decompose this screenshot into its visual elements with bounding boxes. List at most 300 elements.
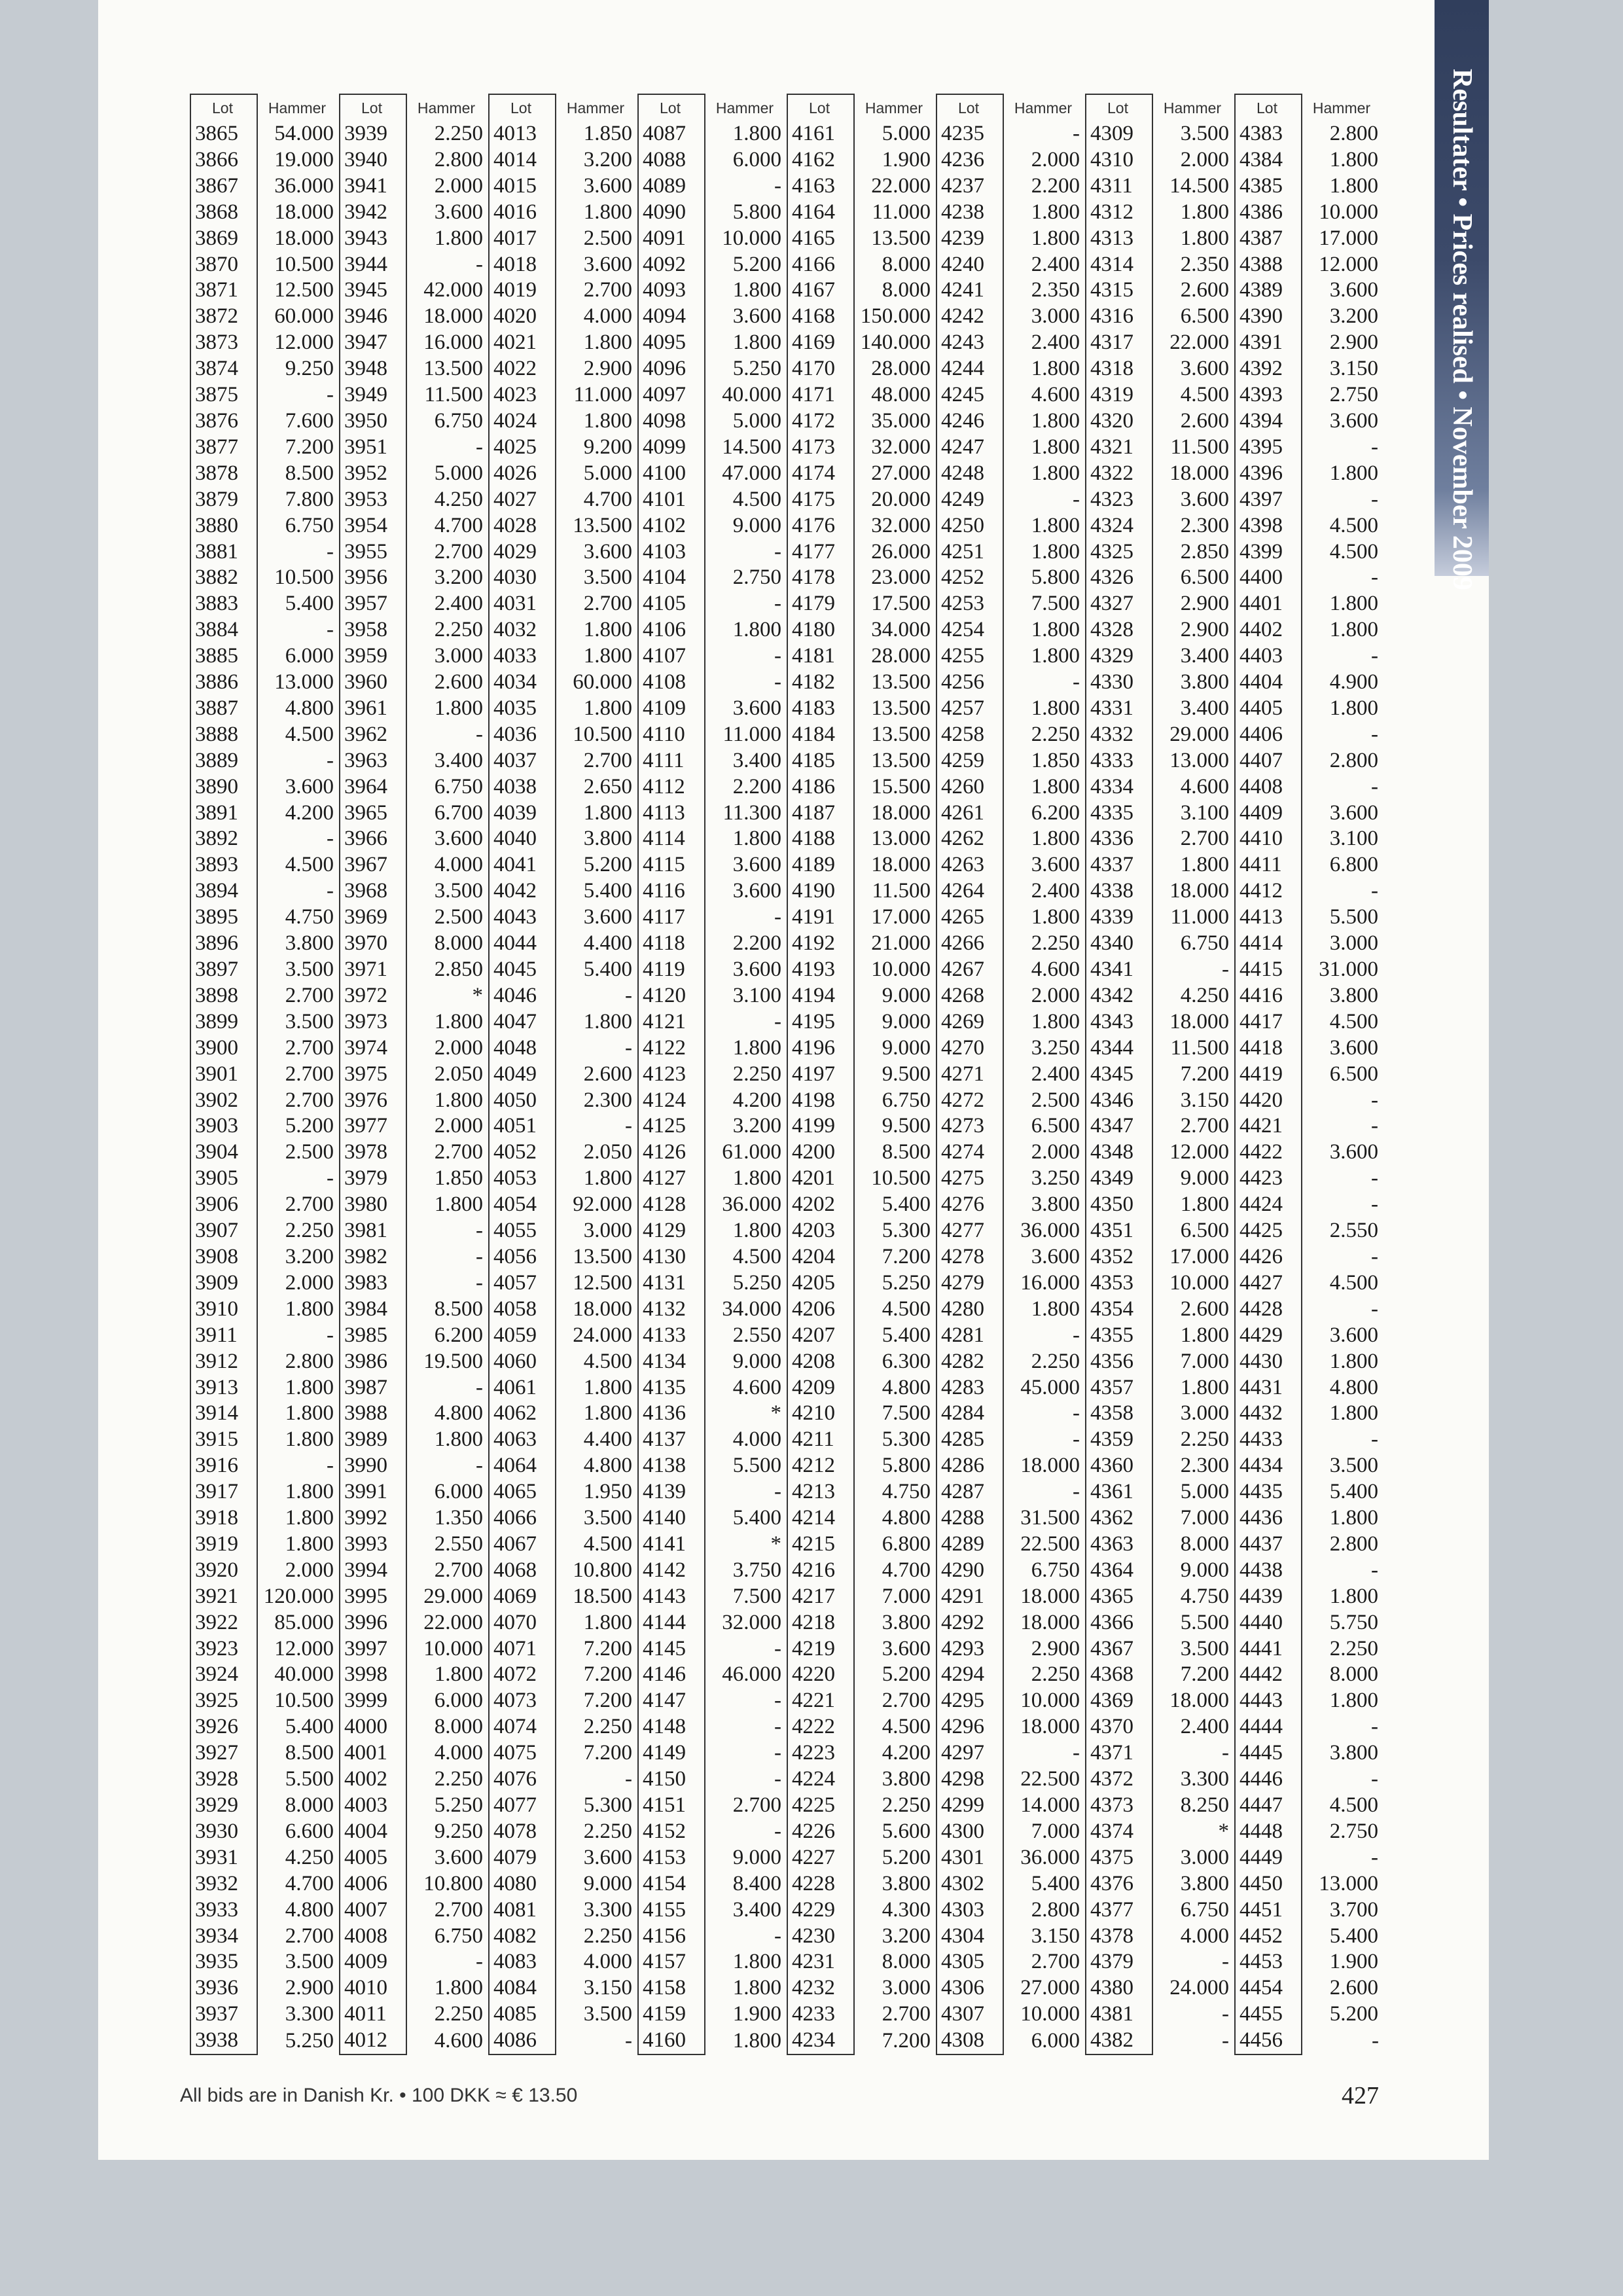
lot-number: 4127 [638, 1166, 705, 1192]
hammer-price: 8.000 [882, 1950, 931, 1974]
hammer-price: 7.600 [285, 408, 334, 433]
hammer-price: 5.000 [434, 461, 483, 485]
lot-number: 3956 [340, 565, 406, 591]
hammer-price: 1.800 [1180, 1323, 1229, 1347]
lot-number: 4252 [936, 565, 1003, 591]
table-row [190, 1166, 1384, 1192]
hammer-price: 10.000 [871, 958, 931, 981]
hammer-price: 1.800 [583, 800, 632, 825]
lot-number: 4454 [1235, 1975, 1302, 2001]
hammer-price: - [1073, 1323, 1080, 1347]
lot-number: 4233 [787, 2001, 854, 2028]
lot-number: 3905 [190, 1166, 257, 1192]
lot-number: 4155 [638, 1897, 705, 1924]
lot-number: 4226 [787, 1819, 854, 1845]
hammer-price: 4.500 [285, 722, 334, 746]
lot-number: 3971 [340, 957, 406, 983]
hammer-price: 7.200 [882, 2028, 931, 2053]
hammer-price: 2.250 [583, 1715, 632, 1739]
lot-number: 4309 [1086, 121, 1152, 147]
lot-number: 4279 [936, 1270, 1003, 1297]
lot-number: 4387 [1235, 226, 1302, 252]
hammer-price: 1.800 [583, 1009, 632, 1033]
lot-number: 4146 [638, 1662, 705, 1688]
table-row [190, 1062, 1384, 1088]
table-row [190, 852, 1384, 878]
lot-number: 4386 [1235, 200, 1302, 226]
hammer-price: 5.250 [285, 2028, 334, 2053]
lot-number: 4130 [638, 1244, 705, 1270]
hammer-price: 4.500 [882, 1715, 931, 1739]
lot-number: 4312 [1086, 200, 1152, 226]
hammer-price: 4.500 [1329, 513, 1378, 537]
hammer-price: 18.000 [871, 853, 931, 877]
lot-number: 4043 [489, 905, 556, 931]
hammer-price: - [1073, 1480, 1080, 1504]
lot-number: 3942 [340, 200, 406, 226]
hammer-price: 3.200 [583, 147, 632, 171]
hammer-price: 6.500 [1329, 1062, 1378, 1086]
hammer-price: 4.000 [732, 1427, 781, 1452]
hammer-price: 6.200 [1031, 800, 1080, 825]
hammer-price: - [327, 618, 334, 642]
hammer-price: 3.600 [1180, 357, 1229, 381]
lot-number: 4399 [1235, 539, 1302, 565]
hammer-price: 1.800 [1031, 774, 1080, 798]
hammer-price: * [770, 1532, 781, 1556]
lot-number: 4205 [787, 1270, 854, 1297]
lot-number: 4157 [638, 1949, 705, 1975]
lot-number: 4354 [1086, 1297, 1152, 1323]
hammer-price: - [774, 1480, 781, 1504]
lot-number: 4119 [638, 957, 705, 983]
hammer-price: 18.000 [274, 226, 334, 250]
hammer-price: 2.850 [1180, 539, 1229, 564]
hammer-price: 5.200 [583, 853, 632, 877]
hammer-price: 4.700 [882, 1558, 931, 1582]
lot-number: 4270 [936, 1035, 1003, 1062]
lot-number: 4444 [1235, 1714, 1302, 1740]
hammer-price: 4.300 [882, 1897, 931, 1922]
hammer-price: 3.500 [1180, 122, 1229, 145]
lot-number: 4298 [936, 1767, 1003, 1793]
lot-number: 3895 [190, 905, 257, 931]
table-row [190, 1975, 1384, 2001]
lot-number: 4244 [936, 356, 1003, 382]
hammer-price: 3.800 [1180, 670, 1229, 694]
lot-number: 4215 [787, 1532, 854, 1558]
hammer-price: 3.600 [1329, 278, 1378, 302]
table-row [190, 1819, 1384, 1845]
lot-number: 4048 [489, 1035, 556, 1062]
lot-number: 3946 [340, 304, 406, 330]
lot-number: 4285 [936, 1427, 1003, 1453]
hammer-price: 6.500 [1180, 304, 1229, 329]
hammer-price: 5.200 [882, 1662, 931, 1687]
table-row [190, 905, 1384, 931]
hammer-price: 5.400 [1329, 1480, 1378, 1504]
hammer-price: 1.800 [434, 696, 483, 720]
hammer-price: - [625, 1035, 632, 1060]
lot-number: 3873 [190, 330, 257, 356]
table-row [190, 670, 1384, 696]
lot-number: 4053 [489, 1166, 556, 1192]
hammer-price: 2.600 [1329, 1976, 1378, 2000]
lot-number: 4426 [1235, 1244, 1302, 1270]
lot-number: 3879 [190, 487, 257, 513]
lot-number: 3938 [190, 2028, 257, 2054]
lot-number: 4352 [1086, 1244, 1152, 1270]
lot-number: 4288 [936, 1505, 1003, 1532]
lot-number: 4088 [638, 147, 705, 173]
lot-number: 4150 [638, 1767, 705, 1793]
table-row [190, 957, 1384, 983]
hammer-price: 13.000 [274, 670, 334, 694]
hammer-price: 6.750 [434, 774, 483, 798]
lot-number: 4294 [936, 1662, 1003, 1688]
hammer-price: 42.000 [423, 278, 483, 302]
lot-number: 4268 [936, 983, 1003, 1009]
hammer-price: 1.800 [732, 1219, 781, 1243]
lot-number: 4341 [1086, 957, 1152, 983]
hammer-price: 4.400 [583, 1427, 632, 1452]
hammer-price: 16.000 [423, 331, 483, 355]
hammer-price: 9.250 [285, 357, 334, 381]
lot-number: 4424 [1235, 1192, 1302, 1218]
lot-number: 4177 [787, 539, 854, 565]
lot-number: 3919 [190, 1532, 257, 1558]
lot-number: 4003 [340, 1793, 406, 1819]
lot-number: 4044 [489, 931, 556, 957]
hammer-price: 3.600 [1329, 408, 1378, 433]
hammer-price: 1.800 [285, 1532, 334, 1556]
lot-number: 4291 [936, 1584, 1003, 1610]
hammer-price: 1.800 [1180, 853, 1229, 877]
lot-number: 4040 [489, 826, 556, 852]
lot-number: 4283 [936, 1375, 1003, 1401]
hammer-price: 18.000 [1020, 1454, 1080, 1478]
lot-number: 4195 [787, 1009, 854, 1035]
lot-number: 4246 [936, 408, 1003, 435]
table-row [190, 878, 1384, 905]
hammer-price: 2.250 [732, 1062, 781, 1086]
lot-number: 4272 [936, 1088, 1003, 1114]
lot-number: 4129 [638, 1218, 705, 1244]
hammer-price: 4.750 [285, 905, 334, 929]
lot-number: 3918 [190, 1505, 257, 1532]
lot-number: 4361 [1086, 1479, 1152, 1505]
hammer-price: - [327, 827, 334, 851]
lot-number: 4191 [787, 905, 854, 931]
lot-number: 4066 [489, 1505, 556, 1532]
hammer-price: 5.000 [732, 408, 781, 433]
lot-number: 4317 [1086, 330, 1152, 356]
lot-number: 4000 [340, 1714, 406, 1740]
lot-number: 3936 [190, 1975, 257, 2001]
hammer-price: 150.000 [860, 304, 931, 329]
lot-number: 4247 [936, 435, 1003, 461]
lot-number: 3904 [190, 1139, 257, 1166]
hammer-price: 5.400 [285, 1715, 334, 1739]
hammer-price: 5.400 [882, 1323, 931, 1347]
hammer-price: - [774, 644, 781, 668]
table-row [190, 1897, 1384, 1924]
lot-number: 4020 [489, 304, 556, 330]
hammer-price: 11.500 [1170, 435, 1229, 459]
lot-number: 3870 [190, 252, 257, 278]
header-row [190, 94, 1384, 121]
lot-number: 4330 [1086, 670, 1152, 696]
hammer-price: 11.500 [1170, 1035, 1229, 1060]
hammer-price: - [774, 670, 781, 694]
lot-number: 4049 [489, 1062, 556, 1088]
hammer-price: 24.000 [1169, 1976, 1229, 2000]
lot-number: 4121 [638, 1009, 705, 1035]
hammer-header: Hammer [865, 99, 923, 117]
hammer-price: 2.000 [1031, 147, 1080, 171]
hammer-price: 2.250 [1031, 931, 1080, 956]
lot-number: 4009 [340, 1949, 406, 1975]
hammer-price: 2.200 [732, 931, 781, 956]
hammer-price: 2.500 [285, 1140, 334, 1164]
hammer-price: 29.000 [1169, 722, 1229, 746]
lot-number: 3932 [190, 1871, 257, 1897]
hammer-price: 6.000 [1031, 2028, 1080, 2053]
lot-header: Lot [489, 94, 556, 121]
lot-number: 4325 [1086, 539, 1152, 565]
lot-number: 4290 [936, 1558, 1003, 1584]
table-row [190, 539, 1384, 565]
lot-number: 4194 [787, 983, 854, 1009]
hammer-price: 5.400 [1031, 1871, 1080, 1895]
hammer-price: 6.500 [1180, 1219, 1229, 1243]
lot-number: 3928 [190, 1767, 257, 1793]
lot-number: 4441 [1235, 1636, 1302, 1662]
hammer-price: - [1222, 1950, 1229, 1974]
lot-number: 3915 [190, 1427, 257, 1453]
hammer-price: 4.800 [583, 1454, 632, 1478]
hammer-price: 6.000 [285, 644, 334, 668]
lot-number: 4346 [1086, 1088, 1152, 1114]
lot-number: 4171 [787, 382, 854, 408]
hammer-price: 2.600 [583, 1062, 632, 1086]
lot-number: 4432 [1235, 1401, 1302, 1427]
hammer-price: * [770, 1401, 781, 1426]
lot-number: 4117 [638, 905, 705, 931]
hammer-price: 31.000 [1319, 958, 1378, 981]
lot-number: 4144 [638, 1610, 705, 1636]
lot-number: 4392 [1235, 356, 1302, 382]
hammer-price: 22.000 [423, 1610, 483, 1634]
hammer-price: 2.700 [285, 1062, 334, 1086]
hammer-price: 11.500 [424, 383, 483, 407]
lot-number: 4054 [489, 1192, 556, 1218]
lot-number: 4282 [936, 1349, 1003, 1375]
hammer-price: 13.500 [871, 696, 931, 720]
lot-number: 3964 [340, 774, 406, 800]
lot-number: 4224 [787, 1767, 854, 1793]
lot-number: 3925 [190, 1688, 257, 1714]
lot-number: 4227 [787, 1845, 854, 1871]
lot-number: 4029 [489, 539, 556, 565]
hammer-price: 1.800 [1329, 1584, 1378, 1608]
lot-number: 4014 [489, 147, 556, 173]
hammer-price: 2.850 [434, 958, 483, 981]
hammer-price: 2.700 [285, 1035, 334, 1060]
lot-number: 4143 [638, 1584, 705, 1610]
hammer-price: 11.000 [722, 722, 781, 746]
table-row [190, 1401, 1384, 1427]
lot-number: 4332 [1086, 722, 1152, 748]
hammer-price: * [1218, 1819, 1229, 1843]
table-row [190, 252, 1384, 278]
hammer-price: 6.750 [882, 1088, 931, 1112]
hammer-price: 4.800 [285, 696, 334, 720]
lot-number: 4207 [787, 1323, 854, 1349]
hammer-price: 2.000 [1031, 983, 1080, 1007]
lot-number: 4443 [1235, 1688, 1302, 1714]
hammer-price: 3.600 [732, 304, 781, 329]
lot-number: 4396 [1235, 461, 1302, 487]
table-row [190, 121, 1384, 147]
lot-number: 4074 [489, 1714, 556, 1740]
hammer-price: 1.800 [1031, 200, 1080, 224]
hammer-price: 10.500 [274, 1689, 334, 1713]
table-row [190, 1584, 1384, 1610]
lot-number: 3934 [190, 1924, 257, 1950]
lot-number: 4308 [936, 2028, 1003, 2054]
hammer-price: - [1371, 1297, 1378, 1321]
lot-number: 4106 [638, 617, 705, 643]
lot-number: 4179 [787, 591, 854, 617]
table-row [190, 2028, 1384, 2054]
lot-number: 4151 [638, 1793, 705, 1819]
hammer-price: 12.000 [274, 1636, 334, 1660]
hammer-price: 3.200 [285, 1244, 334, 1268]
hammer-price: - [1371, 435, 1378, 459]
lot-number: 3891 [190, 800, 257, 827]
hammer-price: 18.000 [274, 200, 334, 224]
lot-number: 4366 [1086, 1610, 1152, 1636]
lot-number: 4255 [936, 643, 1003, 670]
lot-number: 4313 [1086, 226, 1152, 252]
lot-number: 4192 [787, 931, 854, 957]
lot-number: 4193 [787, 957, 854, 983]
lot-number: 4126 [638, 1139, 705, 1166]
hammer-price: 9.000 [1180, 1166, 1229, 1191]
table-row [190, 487, 1384, 513]
hammer-price: 6.750 [1031, 1558, 1080, 1582]
hammer-header: Hammer [1163, 99, 1222, 117]
table-row [190, 173, 1384, 200]
hammer-price: - [774, 1009, 781, 1033]
hammer-price: 1.800 [1329, 1401, 1378, 1426]
lot-number: 4419 [1235, 1062, 1302, 1088]
hammer-price: 10.000 [1020, 1689, 1080, 1713]
hammer-price: 4.250 [434, 487, 483, 511]
lot-number: 3923 [190, 1636, 257, 1662]
results-table-wrap [190, 94, 1384, 2055]
lot-number: 4225 [787, 1793, 854, 1819]
lot-number: 4235 [936, 121, 1003, 147]
hammer-price: 13.500 [573, 1244, 632, 1268]
lot-number: 4360 [1086, 1453, 1152, 1479]
lot-number: 3907 [190, 1218, 257, 1244]
hammer-price: - [1372, 2028, 1379, 2053]
hammer-price: - [1371, 644, 1378, 668]
hammer-price: 4.500 [882, 1297, 931, 1321]
hammer-price: 60.000 [274, 304, 334, 329]
lot-number: 4089 [638, 173, 705, 200]
hammer-price: - [1073, 670, 1080, 694]
lot-number: 4017 [489, 226, 556, 252]
hammer-price: 4.800 [1329, 1375, 1378, 1399]
hammer-price: 1.800 [1031, 1009, 1080, 1033]
hammer-price: 5.250 [434, 1793, 483, 1817]
hammer-price: 5.400 [285, 592, 334, 616]
hammer-price: 1.800 [434, 1009, 483, 1033]
table-row [190, 722, 1384, 748]
hammer-price: 1.800 [1031, 827, 1080, 851]
lot-number: 4211 [787, 1427, 854, 1453]
hammer-price: 19.000 [274, 147, 334, 171]
lot-number: 4064 [489, 1453, 556, 1479]
hammer-price: 3.600 [732, 853, 781, 877]
hammer-price: 7.500 [732, 1584, 781, 1608]
hammer-price: 2.400 [434, 592, 483, 616]
hammer-price: 10.500 [274, 565, 334, 590]
hammer-price: 2.250 [434, 2002, 483, 2026]
lot-number: 4206 [787, 1297, 854, 1323]
hammer-price: 8.000 [434, 931, 483, 956]
lot-number: 3906 [190, 1192, 257, 1218]
hammer-price: 3.500 [285, 1950, 334, 1974]
hammer-price: 3.800 [882, 1610, 931, 1634]
hammer-price: 60.000 [573, 670, 632, 694]
lot-number: 4357 [1086, 1375, 1152, 1401]
hammer-price: - [327, 879, 334, 903]
hammer-price: 13.000 [1319, 1871, 1378, 1895]
hammer-price: 18.000 [1020, 1610, 1080, 1634]
lot-number: 4019 [489, 278, 556, 304]
lot-number: 4323 [1086, 487, 1152, 513]
hammer-price: 13.000 [1169, 748, 1229, 772]
hammer-price: 21.000 [871, 931, 931, 956]
lot-number: 4101 [638, 487, 705, 513]
lot-number: 3911 [190, 1323, 257, 1349]
hammer-price: 1.950 [583, 1480, 632, 1504]
lot-number: 3981 [340, 1218, 406, 1244]
hammer-price: 22.500 [1020, 1532, 1080, 1556]
lot-number: 4001 [340, 1740, 406, 1767]
hammer-price: 1.800 [732, 122, 781, 145]
hammer-price: - [625, 2028, 632, 2053]
hammer-price: 2.300 [1180, 1454, 1229, 1478]
lot-number: 4189 [787, 852, 854, 878]
hammer-price: 6.800 [1329, 853, 1378, 877]
lot-number: 4407 [1235, 748, 1302, 774]
lot-number: 4326 [1086, 565, 1152, 591]
hammer-price: 22.000 [871, 173, 931, 198]
lot-number: 4120 [638, 983, 705, 1009]
lot-number: 3908 [190, 1244, 257, 1270]
table-row [190, 1949, 1384, 1975]
hammer-price: 54.000 [274, 122, 334, 145]
table-row [190, 1375, 1384, 1401]
hammer-price: 22.000 [1169, 331, 1229, 355]
hammer-price: 3.600 [583, 252, 632, 276]
hammer-price: 13.500 [871, 722, 931, 746]
